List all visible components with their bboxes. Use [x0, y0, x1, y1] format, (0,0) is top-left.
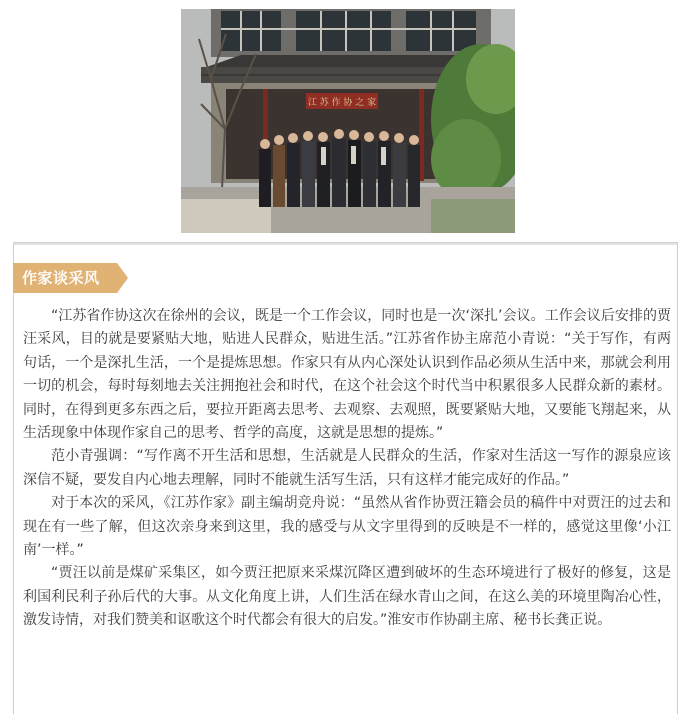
group-photo-illustration [181, 9, 515, 233]
article-card [13, 242, 678, 714]
article-paragraph: “江苏省作协这次在徐州的会议，既是一个工作会议，同时也是一次‘深扎’会议。工作会议后安排的贾汪采风，目的就是要紧贴大地，贴进人民群众，贴进生活。”江苏省作协主席范小青说：“关于写作，有两句话，一个是深扎生活，一个是提炼思想。作家只有从内心深处认识到作品必须从生活中来，那就会利用一切的机会，每时每刻地去关注拥抱社会和时代，在这个社会这个时代当中积累很多人民群众新的素材。同时，在得到更多东西之后，要拉开距离去思考、去观察、去观照，既要紧贴大地，又要能飞翔起来，从生活现象中体现作家自己的思考、哲学的高度，这就是思想的提炼。” [23, 308, 671, 442]
section-tag [13, 263, 129, 293]
article-paragraph: “贾汪以前是煤矿采集区，如今贾汪把原来采煤沉降区遭到破坏的生态环境进行了极好的修复，这是利国利民利子孙后代的大事。从文化角度上讲，人们生活在绿水青山之间，在这么美的环境里陶冶心性，激发诗情，对我们赞美和讴歌这个时代都会有很大的启发。”淮安市作协副主席、秘书长龚正说。 [23, 565, 671, 629]
article-body [23, 305, 671, 633]
card-top-rule [14, 243, 677, 245]
group-photo [181, 9, 515, 233]
article-paragraph: 对于本次的采风，《江苏作家》副主编胡竞舟说：“虽然从省作协贾汪籍会员的稿件中对贾汪的过去和现在有一些了解，但这次亲身来到这里，我的感受与从文字里得到的反映是不一样的，感觉这里像‘小江南’一样。” [23, 495, 671, 559]
article-paragraph: 范小青强调：“写作离不开生活和思想，生活就是人民群众的生活，作家对生活这一写作的源泉应该深信不疑，要发自内心地去理解，同时不能就生活写生活，只有这样才能完成好的作品。” [23, 448, 671, 488]
svg-text:江 苏 作 协 之 家: 江 苏 作 协 之 家 [307, 98, 377, 108]
section-tag-label: 作家谈采风 [22, 269, 100, 287]
